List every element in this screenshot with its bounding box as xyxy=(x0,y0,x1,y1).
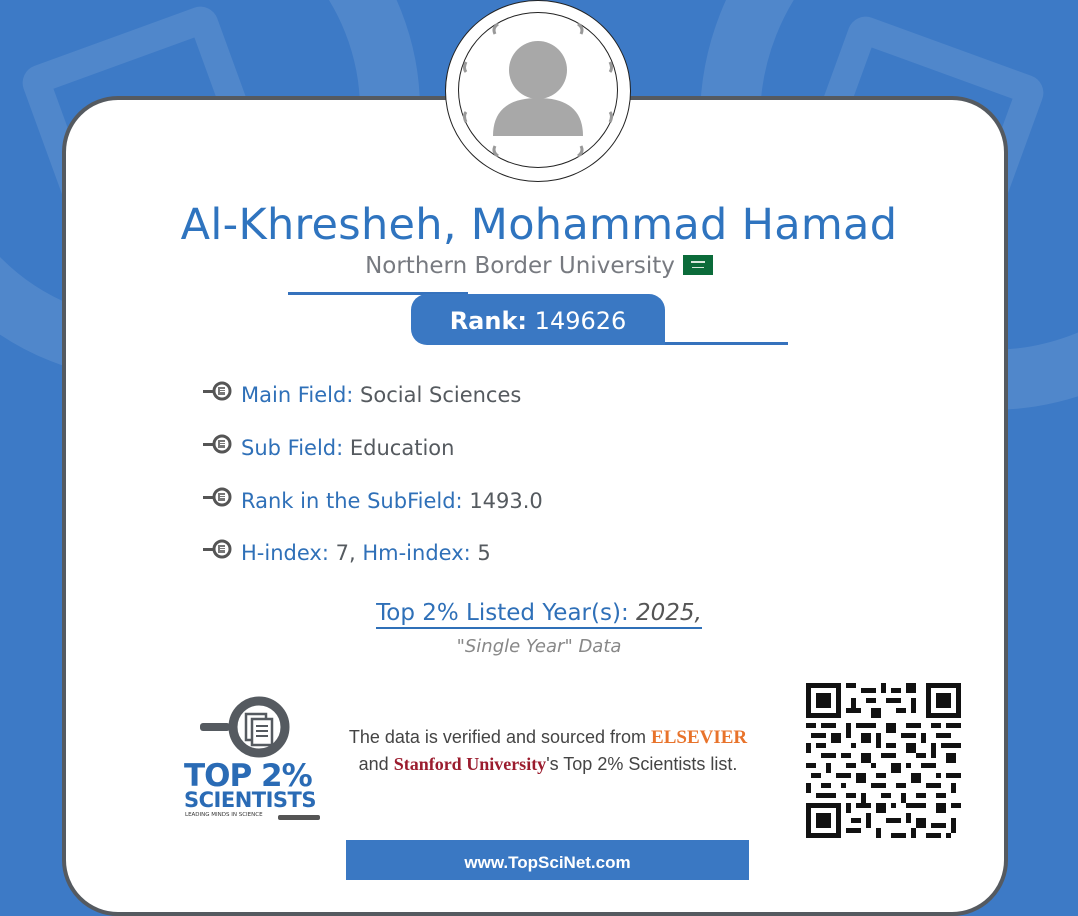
rank-divider-right xyxy=(664,342,788,345)
h-index-value: 7 xyxy=(335,541,349,565)
logo-underline-bar xyxy=(278,815,320,820)
logo-title: TOP 2% xyxy=(184,758,312,794)
field-label: Rank in the SubField: xyxy=(241,489,463,513)
verification-statement xyxy=(338,724,758,777)
field-row-indices xyxy=(203,538,491,568)
field-value: Education xyxy=(349,436,455,460)
listed-years-value: 2025, xyxy=(636,600,702,626)
magnifier-document-icon xyxy=(203,485,233,515)
rank-badge xyxy=(411,294,665,345)
stanford-brand: Stanford University xyxy=(393,754,547,774)
field-row-main-field xyxy=(203,380,521,410)
logo-subtitle: SCIENTISTS xyxy=(184,788,316,812)
verify-prefix: The data is verified and sourced from xyxy=(348,727,647,747)
hm-index-label: Hm-index: xyxy=(362,541,471,565)
field-label: Main Field: xyxy=(241,383,354,407)
field-row-sub-field xyxy=(203,433,454,463)
verify-suffix: 's Top 2% Scientists list. xyxy=(546,754,738,774)
field-row-rank-subfield xyxy=(203,486,543,516)
h-index-label: H-index: xyxy=(241,541,329,565)
field-value: 1493.0 xyxy=(469,489,543,513)
avatar-placeholder-icon xyxy=(458,12,618,168)
magnifier-document-icon xyxy=(203,537,233,567)
saudi-arabia-flag-icon xyxy=(683,255,713,275)
magnifier-document-icon xyxy=(203,379,233,409)
magnifier-document-icon xyxy=(203,432,233,462)
website-link[interactable]: www.TopSciNet.com xyxy=(346,840,749,880)
verify-and: and xyxy=(358,754,389,774)
listed-years-label: Top 2% Listed Year(s): xyxy=(376,600,629,626)
logo-tagline: LEADING MINDS IN SCIENCE xyxy=(185,812,263,818)
single-year-note: "Single Year" Data xyxy=(456,636,622,657)
listed-years-underline xyxy=(376,600,702,629)
university-name: Northern Border University xyxy=(365,253,675,279)
field-label: Sub Field: xyxy=(241,436,344,460)
field-value: Social Sciences xyxy=(360,383,522,407)
rank-value: 149626 xyxy=(534,307,627,335)
hm-index-value: 5 xyxy=(477,541,491,565)
university-line xyxy=(0,253,1078,279)
qr-code[interactable] xyxy=(806,683,961,838)
index-separator: , xyxy=(348,541,356,565)
listed-years xyxy=(0,600,1078,626)
scientist-name: Al-Khresheh, Mohammad Hamad xyxy=(180,200,898,250)
rank-label: Rank: xyxy=(449,307,528,335)
elsevier-brand: ELSEVIER xyxy=(651,727,748,748)
